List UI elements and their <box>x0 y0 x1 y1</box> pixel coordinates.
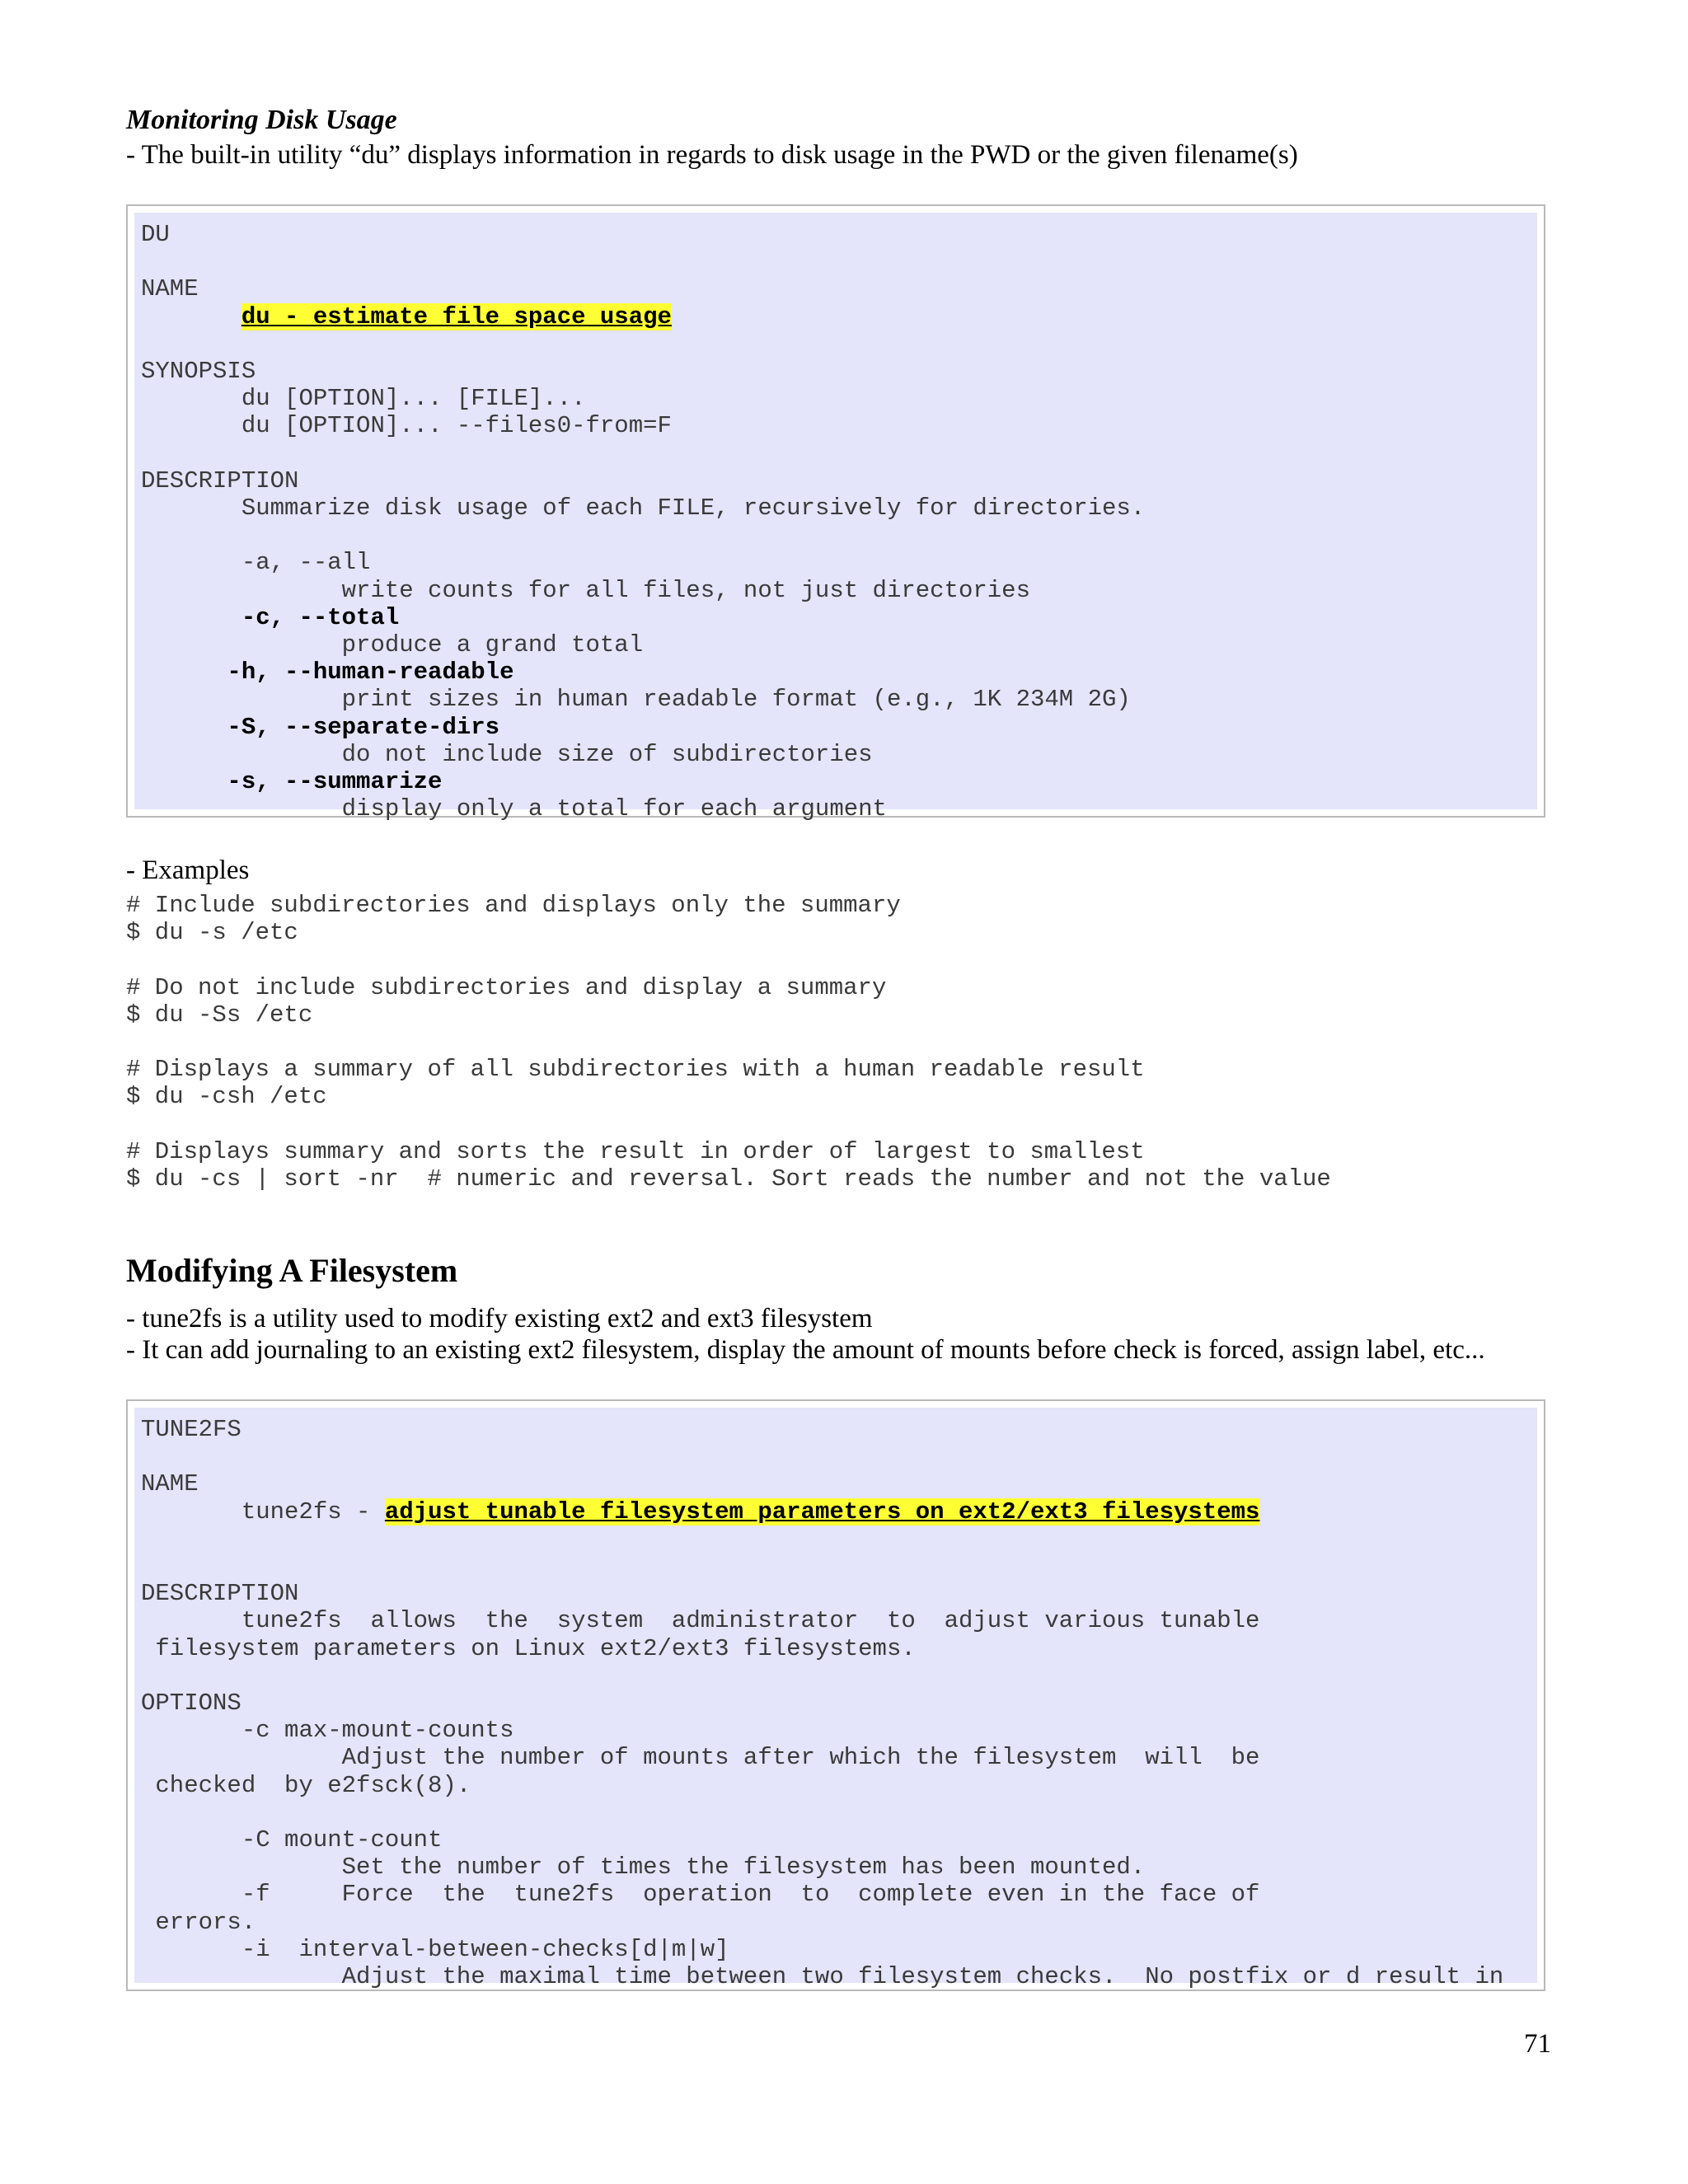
examples-code-block <box>126 892 1331 1193</box>
example-comment: # Displays a summary of all subdirectories with a human readable result <box>126 1056 1145 1084</box>
du-option-c: -c, --total <box>241 603 400 631</box>
tune2fs-header: TUNE2FS <box>141 1416 241 1443</box>
tune2fs-description-text: filesystem parameters on Linux ext2/ext3 filesystems. <box>155 1634 916 1662</box>
tune2fs-intro-line: - tune2fs is a utility used to modify existing ext2 and ext3 filesystem <box>126 1304 873 1333</box>
du-option-S: -S, --separate-dirs <box>227 713 500 741</box>
example-command: $ du -csh /etc <box>126 1083 327 1111</box>
du-option-h-desc: print sizes in human readable format (e.g., 1K 234M 2G) <box>341 686 1131 714</box>
du-option-s: -s, --summarize <box>227 768 443 796</box>
tune2fs-option-C-desc: Set the number of times the filesystem has been mounted. <box>341 1854 1146 1882</box>
du-description-label: DESCRIPTION <box>141 466 299 494</box>
du-synopsis-line: du [OPTION]... --files0-from=F <box>241 412 672 440</box>
tune2fs-option-c-desc: checked by e2fsck(8). <box>155 1771 471 1799</box>
section-title-modifying-filesystem: Modifying A Filesystem <box>126 1252 458 1289</box>
examples-label: - Examples <box>126 855 250 885</box>
du-man-page-content <box>134 213 1537 823</box>
tune2fs-name-description: adjust tunable filesystem parameters on ext2/ext3 filesystems <box>384 1497 1260 1526</box>
tune2fs-option-f: -f <box>241 1881 270 1909</box>
tune2fs-options-label: OPTIONS <box>141 1690 241 1718</box>
section-title-monitoring-disk-usage: Monitoring Disk Usage <box>126 105 397 135</box>
du-header: DU <box>141 221 170 248</box>
example-command: $ du -cs | sort -nr # numeric and reversal. Sort reads the number and not the value <box>126 1165 1331 1193</box>
tune2fs-description-text: tune2fs allows the system administrator to adjust various tunable <box>241 1607 1260 1635</box>
du-option-c-desc: produce a grand total <box>341 631 644 659</box>
tune2fs-option-i-desc: Adjust the maximal time between two filesystem checks. No postfix or d result in <box>341 1963 1504 1991</box>
tune2fs-option-f-desc: Force the tune2fs operation to complete even in the face of <box>341 1881 1260 1909</box>
tune2fs-intro-line: - It can add journaling to an existing ext2 filesystem, display the amount of mounts before check is forced, assign label, etc... <box>126 1335 1485 1365</box>
tune2fs-option-c: -c max-mount-counts <box>241 1717 514 1745</box>
tune2fs-name-prefix: tune2fs - <box>241 1497 385 1526</box>
du-name-description: du - estimate file space usage <box>241 302 672 330</box>
tune2fs-option-C: -C mount-count <box>241 1826 443 1854</box>
du-description-text: Summarize disk usage of each FILE, recursively for directories. <box>241 494 1146 523</box>
tune2fs-description-label: DESCRIPTION <box>141 1580 299 1608</box>
du-option-s-desc: display only a total for each argument <box>341 795 887 823</box>
example-comment: # Do not include subdirectories and display a summary <box>126 973 887 1001</box>
du-name-label: NAME <box>141 275 199 303</box>
tune2fs-man-page-box <box>126 1399 1545 1991</box>
du-option-h: -h, --human-readable <box>227 658 514 687</box>
du-synopsis-line: du [OPTION]... [FILE]... <box>241 385 586 413</box>
tune2fs-option-f-desc: errors. <box>155 1908 256 1936</box>
du-option-a: -a, --all <box>241 549 371 577</box>
du-intro-text: - The built-in utility “du” displays information in regards to disk usage in the PWD or the given filename(s) <box>126 140 1298 170</box>
example-comment: # Displays summary and sorts the result in order of largest to smallest <box>126 1137 1145 1165</box>
du-option-S-desc: do not include size of subdirectories <box>341 740 873 768</box>
tune2fs-option-c-desc: Adjust the number of mounts after which the filesystem will be <box>341 1744 1260 1772</box>
du-synopsis-label: SYNOPSIS <box>141 358 256 386</box>
du-option-a-desc: write counts for all files, not just directories <box>341 576 1030 604</box>
example-comment: # Include subdirectories and displays only the summary <box>126 892 901 919</box>
tune2fs-man-page-content <box>134 1408 1537 1991</box>
tune2fs-option-i: -i interval-between-checks[d|m|w] <box>241 1935 729 1963</box>
du-man-page-box <box>126 204 1545 823</box>
example-command: $ du -s /etc <box>126 919 298 947</box>
example-command: $ du -Ss /etc <box>126 1001 313 1029</box>
page-number: 71 <box>1524 2029 1551 2059</box>
tune2fs-name-label: NAME <box>141 1470 199 1498</box>
